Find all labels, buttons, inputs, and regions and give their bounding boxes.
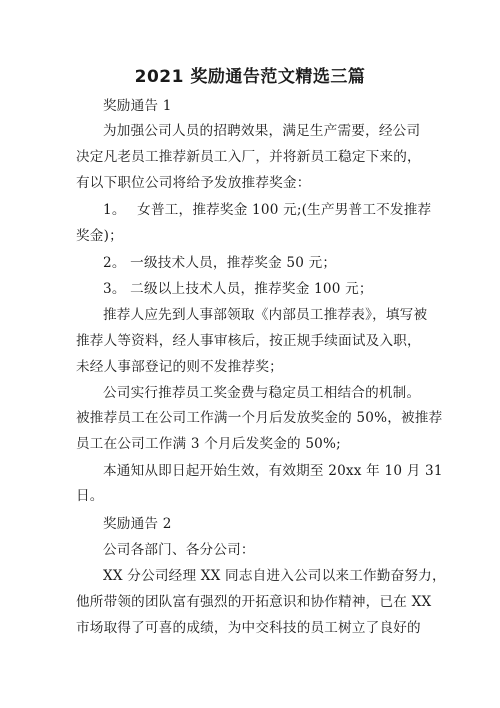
paragraph-line: 市场取得了可喜的成绩，为中交科技的员工树立了良好的	[76, 620, 421, 636]
paragraph-line: 1。 女普工，推荐奖金 100 元;(生产男普工不发推荐	[103, 202, 432, 218]
paragraph-line: 本通知从即日起开始生效，有效期至 20xx 年 10 月 31	[103, 463, 443, 479]
paragraph-line: 日。	[76, 488, 104, 504]
paragraph-line: 为加强公司人员的招聘效果，满足生产需要，经公司	[103, 123, 421, 139]
paragraph-line: 奖励通告 1	[103, 98, 172, 114]
paragraph-line: 3。 二级以上技术人员，推荐奖金 100 元；	[103, 281, 373, 297]
paragraph-line: 未经人事部登记的则不发推荐奖；	[76, 359, 283, 375]
paragraph-line: 被推荐员工在公司工作满一个月后发放奖金的 50%，被推荐	[76, 410, 443, 426]
paragraph-line: 公司各部门、各分公司：	[103, 542, 255, 558]
paragraph-line: 推荐人应先到人事部领取《内部员工推荐表》，填写被	[103, 307, 428, 323]
paragraph-line: 推荐人等资料，经人事审核后，按正规手续面试及入职，	[76, 333, 421, 349]
paragraph-line: 2。 一级技术人员，推荐奖金 50 元；	[103, 255, 337, 271]
paragraph-line: XX 分公司经理 XX 同志自进入公司以来工作勤奋努力，	[103, 568, 446, 584]
paragraph-line: 奖励通告 2	[103, 516, 172, 532]
document-title: 2021 奖励通告范文精选三篇	[134, 67, 366, 87]
paragraph-line: 奖金)；	[76, 228, 123, 244]
paragraph-line: 他所带领的团队富有强烈的开拓意识和协作精神，已在 XX	[76, 594, 432, 610]
paragraph-line: 员工在公司工作满 3 个月后发奖金的 50%;	[76, 436, 341, 452]
paragraph-line: 有以下职位公司将给予发放推荐奖金：	[76, 175, 311, 191]
paragraph-line: 公司实行推荐员工奖金费与稳定员工相结合的机制。	[103, 385, 421, 401]
paragraph-line: 决定凡老员工推荐新员工入厂，并将新员工稳定下来的，	[76, 149, 421, 165]
